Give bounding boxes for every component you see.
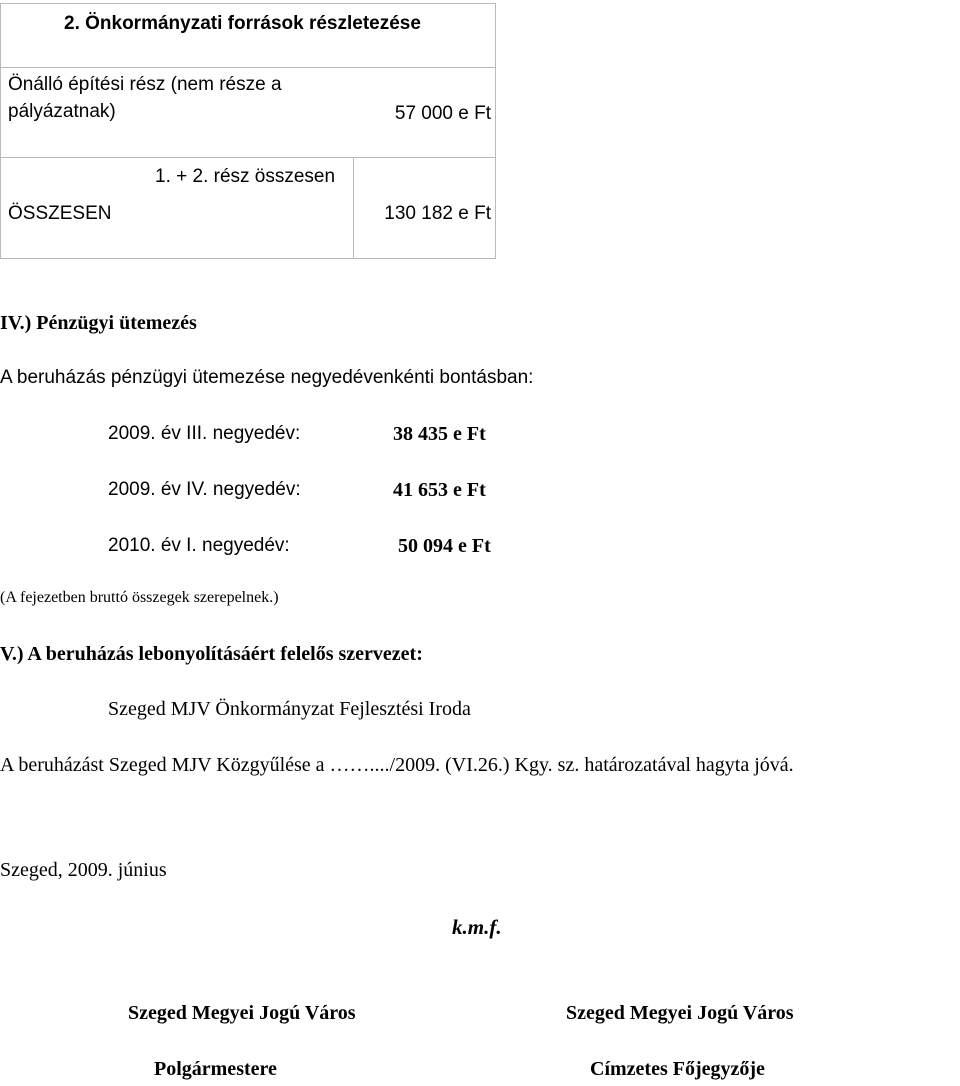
signature-right-title: Szeged Megyei Jogú Város [566, 1002, 794, 1024]
schedule-amount: 41 653 e Ft [393, 479, 486, 501]
kmf-mark: k.m.f. [452, 915, 502, 939]
table-border-top [0, 3, 496, 4]
schedule-label: 2009. év III. negyedév: [108, 423, 301, 444]
row2-label: ÖSSZESEN [8, 203, 112, 224]
table-col-divider [353, 157, 354, 259]
place-date: Szeged, 2009. június [0, 859, 167, 881]
funding-table [0, 3, 496, 259]
table-row-divider [0, 157, 496, 158]
signature-right-role: Címzetes Főjegyzője [590, 1058, 765, 1080]
section4-intro: A beruházás pénzügyi ütemezése negyedévenkénti bontásban: [0, 367, 534, 388]
section4-note: (A fejezetben bruttó összegek szerepelnek.) [0, 589, 279, 606]
table-title: 2. Önkormányzati források részletezése [64, 13, 421, 34]
schedule-label: 2009. év IV. negyedév: [108, 479, 301, 500]
section5-heading: V.) A beruházás lebonyolításáért felelős szervezet: [0, 643, 423, 665]
row1-label-line2: pályázatnak) [8, 101, 116, 122]
row1-label-line1: Önálló építési rész (nem része a [8, 74, 282, 95]
table-row-divider [0, 67, 496, 68]
table-border-right [495, 3, 496, 259]
signature-left-title: Szeged Megyei Jogú Város [128, 1002, 356, 1024]
approval-statement: A beruházást Szeged MJV Közgyűlése a ……..../2009. (VI.26.) Kgy. sz. határozatával hagyta jóvá. [0, 754, 794, 776]
signature-left-role: Polgármestere [154, 1058, 277, 1080]
schedule-amount: 50 094 e Ft [398, 535, 491, 557]
table-border-bottom [0, 258, 496, 259]
section4-heading: IV.) Pénzügyi ütemezés [0, 312, 197, 334]
responsible-organization: Szeged MJV Önkormányzat Fejlesztési Iroda [108, 698, 471, 720]
row2-value: 130 182 e Ft [384, 203, 491, 224]
schedule-amount: 38 435 e Ft [393, 423, 486, 445]
table-border-left [0, 3, 1, 259]
schedule-label: 2010. év I. negyedév: [108, 535, 290, 556]
row1-value: 57 000 e Ft [394, 103, 491, 124]
row2-subtitle: 1. + 2. rész összesen [155, 166, 336, 187]
